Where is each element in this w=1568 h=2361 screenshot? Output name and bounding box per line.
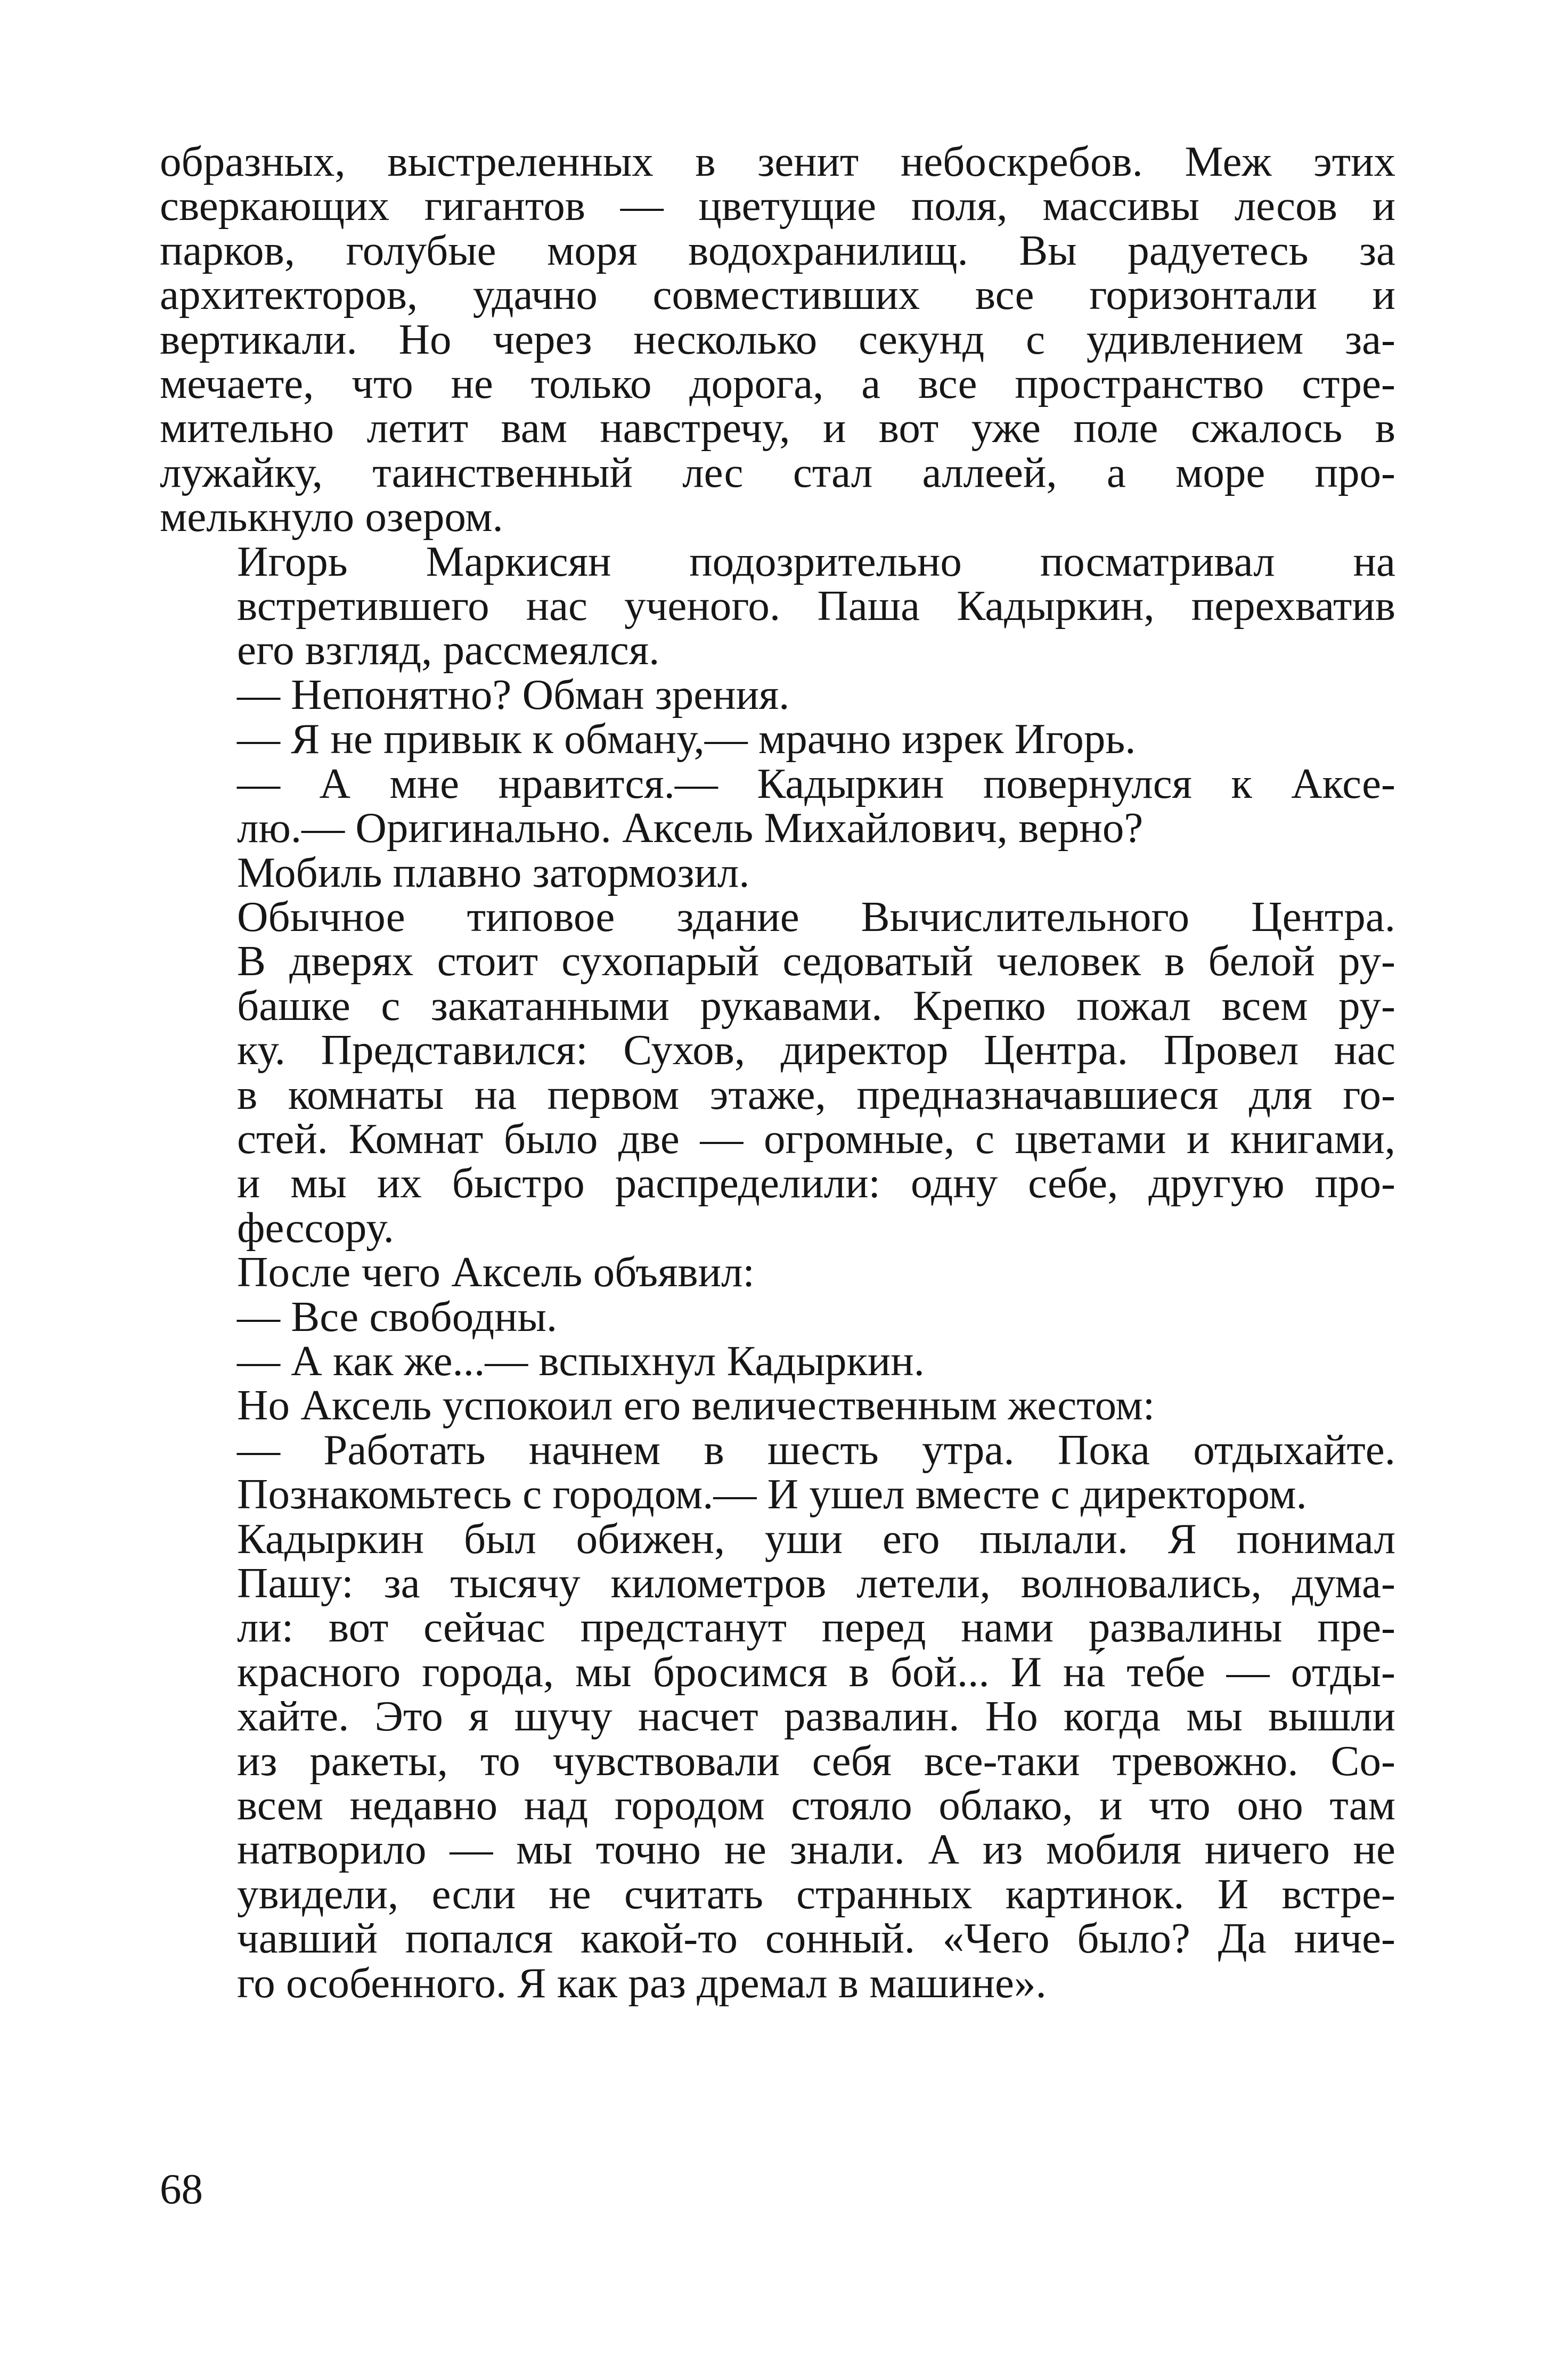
text-line: — Работать начнем в шесть утра. Пока отдыхайте.	[237, 1425, 1395, 1474]
text-line: фессору.	[237, 1203, 394, 1252]
text-line: образных, выстреленных в зенит небоскребов. Меж этих	[160, 137, 1395, 185]
text-line: мелькнуло озером.	[160, 493, 503, 541]
dialogue-line	[160, 1292, 1395, 1341]
text-line: его взгляд, рассмеялся.	[237, 626, 660, 674]
text-line: Мобиль плавно затормозил.	[237, 848, 750, 896]
text-line: из ракеты, то чувствовали себя все-таки тревожно. Со-	[237, 1736, 1395, 1785]
paragraph	[160, 848, 1395, 896]
text-line: лю.— Оригинально. Аксель Михайлович, верно?	[237, 804, 1144, 852]
text-line: в комнаты на первом этаже, предназначавшиеся для го-	[237, 1070, 1395, 1118]
text-line: — А мне нравится.— Кадыркин повернулся к Аксе-	[237, 759, 1395, 807]
page-text	[160, 137, 1395, 2007]
text-line: — Непонятно? Обман зрения.	[237, 670, 790, 718]
text-line: архитекторов, удачно совместивших все горизонтали и	[160, 271, 1395, 319]
paragraph	[160, 1383, 1395, 1427]
text-line: Пашу: за тысячу километров летели, волновались, дума-	[237, 1559, 1395, 1607]
paragraph	[160, 137, 1395, 541]
text-line: ку. Представился: Сухов, директор Центра. Провел нас	[237, 1026, 1395, 1074]
text-line: Познакомьтесь с городом.— И ушел вместе с директором.	[237, 1470, 1307, 1518]
text-line: башке с закатанными рукавами. Крепко пожал всем ру-	[237, 981, 1395, 1030]
text-line: сверкающих гигантов — цветущие поля, массивы лесов и	[160, 182, 1395, 230]
paragraph	[160, 1250, 1395, 1294]
dialogue-line	[160, 759, 1395, 852]
text-line: парков, голубые моря водохранилищ. Вы радуетесь за	[160, 226, 1395, 274]
text-line: и мы их быстро распределили: одну себе, другую про-	[237, 1159, 1395, 1207]
text-line: натворило — мы точно не знали. А из мобиля ничего не	[237, 1825, 1395, 1874]
text-line: лужайку, таинственный лес стал аллеей, а море про-	[160, 448, 1395, 496]
text-line: встретившего нас ученого. Паша Кадыркин, перехватив	[237, 582, 1395, 630]
text-line: — А как же...— вспыхнул Кадыркин.	[237, 1336, 925, 1385]
text-line: хайте. Это я шучу насчет развалин. Но когда мы вышли	[237, 1692, 1395, 1741]
text-line: красного города, мы бросимся в бой... И на́ тебе — отды-	[237, 1647, 1395, 1696]
text-line: всем недавно над городом стояло облако, и что оно там	[237, 1781, 1395, 1829]
page-number: 68	[160, 2165, 203, 2213]
text-line: — Все свободны.	[237, 1292, 558, 1341]
text-line: вертикали. Но через несколько секунд с удивлением за-	[160, 315, 1395, 363]
text-line: Обычное типовое здание Вычислительного Центра.	[237, 892, 1395, 941]
dialogue-line	[160, 717, 1395, 761]
text-line: — Я не привык к обману,— мрачно изрек Игорь.	[237, 715, 1136, 763]
text-line: мечаете, что не только дорога, а все пространство стре-	[160, 360, 1395, 408]
text-line: ли: вот сейчас предстанут перед нами развалины пре-	[237, 1603, 1395, 1652]
paragraph	[160, 1514, 1395, 2007]
dialogue-line	[160, 1425, 1395, 1518]
dialogue-line	[160, 1336, 1395, 1385]
dialogue-line	[160, 670, 1395, 718]
text-line: го особенного. Я как раз дремал в машине».	[237, 1958, 1047, 2007]
text-line: чавший попался какой-то сонный. «Чего было? Да ниче-	[237, 1914, 1395, 1963]
paragraph	[160, 892, 1395, 1252]
text-line: Но Аксель успокоил его величественным жестом:	[237, 1381, 1155, 1429]
text-line: мительно летит вам навстречу, и вот уже поле сжалось в	[160, 404, 1395, 452]
text-line: Кадыркин был обижен, уши его пылали. Я понимал	[237, 1514, 1395, 1563]
text-line: Игорь Маркисян подозрительно посматривал на	[237, 537, 1395, 585]
text-line: стей. Комнат было две — огромные, с цветами и книгами,	[237, 1114, 1395, 1163]
text-line: В дверях стоит сухопарый седоватый человек в белой ру-	[237, 937, 1395, 985]
text-line: После чего Аксель объявил:	[237, 1248, 755, 1296]
paragraph	[160, 537, 1395, 674]
text-line: увидели, если не считать странных картинок. И встре-	[237, 1869, 1395, 1918]
